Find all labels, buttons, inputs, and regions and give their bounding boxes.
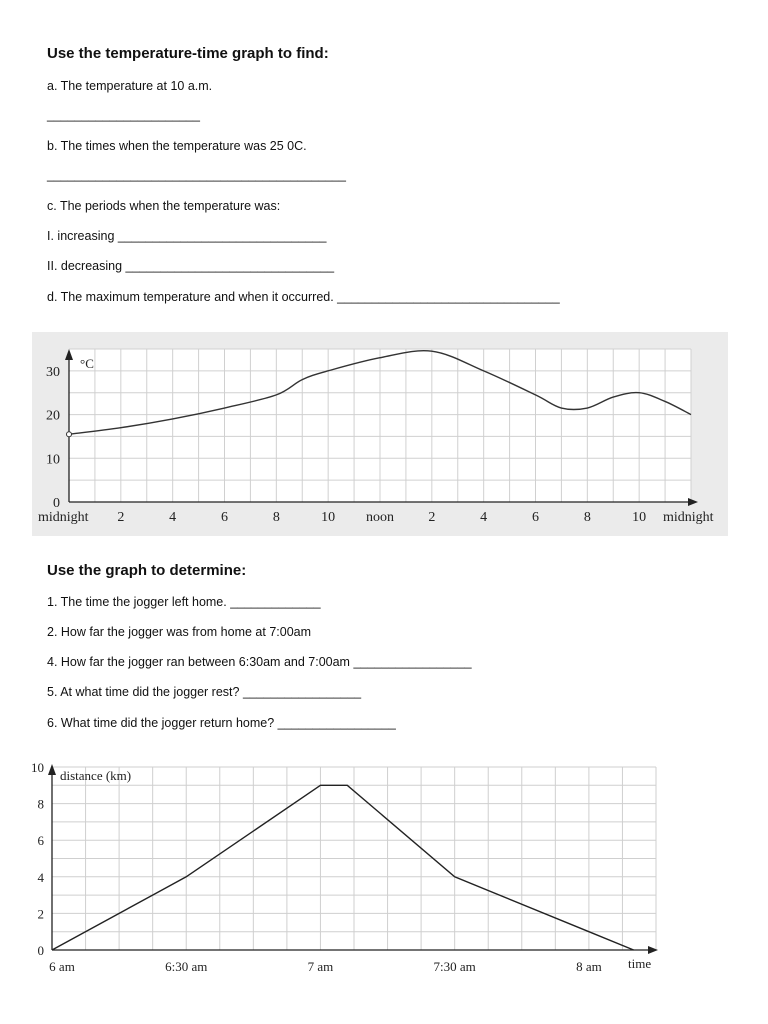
distance-y-tick-label: 8 bbox=[37, 796, 44, 812]
temperature-x-tick-label: noon bbox=[366, 510, 394, 525]
temperature-x-tick-label: 4 bbox=[480, 510, 488, 525]
distance-series-line bbox=[52, 785, 634, 950]
distance-x-tick-label: 7:30 am bbox=[433, 959, 476, 974]
distance-y-tick-label: 2 bbox=[37, 906, 44, 922]
question-a: a. The temperature at 10 a.m. bbox=[47, 79, 213, 93]
question-5: 5. At what time did the jogger rest? _________________ bbox=[47, 685, 362, 699]
section1-heading: Use the temperature-time graph to find: bbox=[47, 45, 329, 62]
distance-y-axis-arrow bbox=[48, 764, 56, 775]
temperature-y-tick-label: 0 bbox=[53, 496, 60, 511]
temperature-y-tick-label: 10 bbox=[46, 452, 60, 468]
distance-tick-labels bbox=[31, 760, 602, 974]
distance-time-chart bbox=[24, 758, 664, 980]
distance-x-tick-label: 8 am bbox=[576, 959, 602, 974]
question-c: c. The periods when the temperature was: bbox=[47, 199, 281, 213]
temperature-chart-svg bbox=[32, 332, 728, 536]
temperature-x-tick-label: 10 bbox=[321, 510, 336, 525]
temperature-start-point bbox=[67, 432, 72, 437]
temperature-y-tick-label: 20 bbox=[46, 408, 60, 424]
question-c-decreasing: II. decreasing ______________________________ bbox=[47, 259, 335, 273]
temperature-x-tick-label: 2 bbox=[428, 510, 436, 525]
temperature-x-tick-label: 10 bbox=[632, 510, 647, 525]
temperature-y-tick-label: 30 bbox=[46, 364, 60, 380]
temperature-x-axis-arrow bbox=[688, 498, 698, 506]
question-1: 1. The time the jogger left home. _____________ bbox=[47, 595, 321, 609]
question-b: b. The times when the temperature was 25 0C. bbox=[47, 139, 307, 153]
distance-x-axis-label: time bbox=[628, 956, 652, 971]
temperature-x-tick-label: midnight bbox=[38, 510, 89, 525]
temperature-x-tick-label: midnight bbox=[663, 510, 714, 525]
distance-y-tick-label: 0 bbox=[37, 943, 44, 958]
distance-y-axis-label: distance (km) bbox=[60, 768, 132, 783]
question-c-increasing: I. increasing ______________________________ bbox=[47, 229, 327, 243]
distance-chart-svg bbox=[24, 758, 664, 980]
question-4: 4. How far the jogger ran between 6:30am and 7:00am _________________ bbox=[47, 655, 472, 669]
temperature-x-tick-label: 6 bbox=[532, 510, 539, 525]
temperature-x-tick-label: 8 bbox=[272, 510, 280, 525]
temperature-x-tick-label: 2 bbox=[117, 510, 125, 525]
temperature-x-tick-label: 4 bbox=[169, 510, 177, 525]
temperature-x-tick-label: 6 bbox=[221, 510, 228, 525]
question-d: d. The maximum temperature and when it occurred. ________________________________ bbox=[47, 290, 560, 304]
temperature-y-axis-label: °C bbox=[80, 356, 94, 371]
question-6: 6. What time did the jogger return home? _________________ bbox=[47, 716, 396, 730]
distance-x-tick-label: 7 am bbox=[307, 959, 334, 974]
question-2: 2. How far the jogger was from home at 7:00am bbox=[47, 625, 312, 639]
section2-heading: Use the graph to determine: bbox=[47, 562, 247, 579]
answer-blank-b: ___________________________________________ bbox=[47, 168, 346, 182]
distance-y-tick-label: 6 bbox=[37, 833, 44, 849]
temperature-time-chart bbox=[32, 332, 728, 536]
temperature-x-tick-label: 8 bbox=[583, 510, 591, 525]
distance-y-tick-label: 10 bbox=[31, 760, 44, 775]
distance-x-tick-label: 6:30 am bbox=[165, 959, 208, 974]
answer-blank-a: ______________________ bbox=[47, 108, 200, 122]
distance-x-tick-label: 6 am bbox=[49, 959, 75, 974]
distance-y-tick-label: 4 bbox=[37, 869, 44, 885]
